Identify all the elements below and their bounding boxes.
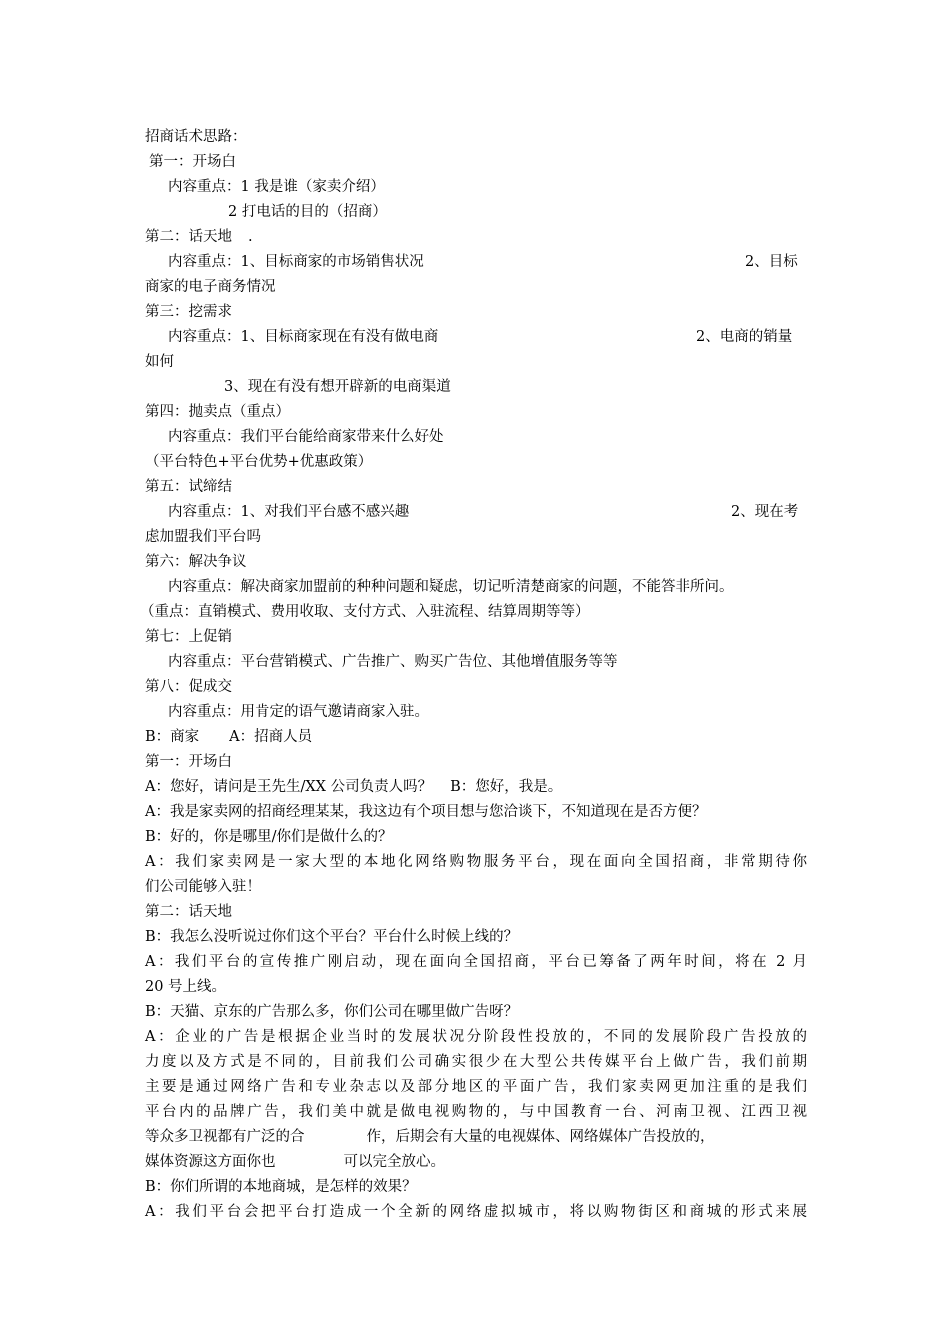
section-heading: 第三：挖需求 <box>145 304 232 320</box>
section-note: （重点：直销模式、费用收取、支付方式、入驻流程、结算周期等等） <box>140 604 590 620</box>
dialogue-line: A：我是家卖网的招商经理某某，我这边有个项目想与您洽谈下，不知道现在是否方便？ <box>145 804 707 820</box>
dialogue-line: 20 号上线。 <box>145 979 227 995</box>
section-point: 内容重点：解决商家加盟前的种种问题和疑虑，切记听清楚商家的问题，不能答非所问。 <box>168 579 734 595</box>
dialogue-line: 平台内的品牌广告，我们美中就是做电视购物的，与中国教育一台、河南卫视、江西卫视 <box>145 1104 807 1120</box>
dialogue-line: A：我们平台的宣传推广刚启动，现在面向全国招商，平台已筹备了两年时间，将在 2 月 <box>145 954 807 970</box>
dialogue-line: B：好的，你是哪里/你们是做什么的？ <box>145 829 393 845</box>
dialogue-line <box>145 777 562 797</box>
dialogue-heading: 第一：开场白 <box>145 754 232 770</box>
section-heading-text: 第二：话天地 <box>145 229 232 245</box>
dialogue-line: 主要是通过网络广告和专业杂志以及部分地区的平面广告，我们家卖网更加注重的是我们 <box>145 1079 807 1095</box>
dialogue-line: A：我们平台会把平台打造成一个全新的网络虚拟城市，将以购物街区和商城的形式来展 <box>145 1204 807 1220</box>
dialogue-line: 力度以及方式是不同的，目前我们公司确实很少在大型公共传媒平台上做广告，我们前期 <box>145 1054 807 1070</box>
section-note: （平台特色+平台优势+优惠政策） <box>145 454 373 470</box>
dialogue-b: B：您好，我是。 <box>450 779 563 795</box>
section-heading: 第四：抛卖点（重点） <box>145 404 290 420</box>
dialogue-segment: 可以完全放心。 <box>343 1154 445 1170</box>
section-point: 虑加盟我们平台吗 <box>145 529 261 545</box>
section-heading: 第七：上促销 <box>145 629 232 645</box>
section-point: 内容重点：1、目标商家现在有没有做电商 <box>168 329 439 345</box>
dialogue-segment: 等众多卫视都有广泛的合 <box>145 1129 305 1145</box>
role-recruiter: A：招商人员 <box>229 729 313 745</box>
dialogue-line: B：我怎么没听说过你们这个平台？平台什么时候上线的？ <box>145 929 519 945</box>
section-point: 内容重点：用肯定的语气邀请商家入驻。 <box>168 704 429 720</box>
dialogue-line: 们公司能够入驻！ <box>145 879 261 895</box>
dialogue-line: B：你们所谓的本地商城，是怎样的效果？ <box>145 1179 417 1195</box>
section-point: 内容重点：平台营销模式、广告推广、购买广告位、其他增值服务等等 <box>168 654 618 670</box>
dialogue-segment: 媒体资源这方面你也 <box>145 1154 276 1170</box>
dialogue-line <box>145 1152 445 1172</box>
dialogue-heading: 第二：话天地 <box>145 904 232 920</box>
section-point: 2、目标 <box>745 254 798 270</box>
stray-dot: . <box>248 229 253 245</box>
section-point: 2、现在考 <box>731 504 799 520</box>
section-point: 内容重点：1 我是谁（家卖介绍） <box>168 179 385 195</box>
section-point: 内容重点：我们平台能给商家带来什么好处 <box>168 429 444 445</box>
section-point: 如何 <box>145 354 174 370</box>
dialogue-line: A：企业的广告是根据企业当时的发展状况分阶段性投放的，不同的发展阶段广告投放的 <box>145 1029 807 1045</box>
section-heading: 第六：解决争议 <box>145 554 247 570</box>
section-heading <box>145 227 253 247</box>
section-point: 3、现在有没有想开辟新的电商渠道 <box>224 379 451 395</box>
dialogue-segment: 作，后期会有大量的电视媒体、网络媒体广告投放的， <box>366 1129 715 1145</box>
dialogue-line <box>145 1127 715 1147</box>
section-point: 内容重点：1、目标商家的市场销售状况 <box>168 254 424 270</box>
section-point: 2 打电话的目的（招商） <box>228 204 387 220</box>
section-heading: 第八：促成交 <box>145 679 232 695</box>
section-heading: 第五：试缔结 <box>145 479 232 495</box>
dialogue-line: A：我们家卖网是一家大型的本地化网络购物服务平台，现在面向全国招商，非常期待你 <box>145 854 807 870</box>
dialogue-a: A：您好，请问是王先生/XX 公司负责人吗？ <box>145 779 433 795</box>
section-point: 商家的电子商务情况 <box>145 279 276 295</box>
section-point: 2、电商的销量 <box>696 329 793 345</box>
section-heading: 第一：开场白 <box>149 154 236 170</box>
role-legend <box>145 727 312 747</box>
section-point: 内容重点：1、对我们平台感不感兴趣 <box>168 504 410 520</box>
dialogue-line: B：天猫、京东的广告那么多，你们公司在哪里做广告呀？ <box>145 1004 519 1020</box>
doc-title: 招商话术思路： <box>145 129 247 145</box>
role-merchant: B：商家 <box>145 729 200 745</box>
